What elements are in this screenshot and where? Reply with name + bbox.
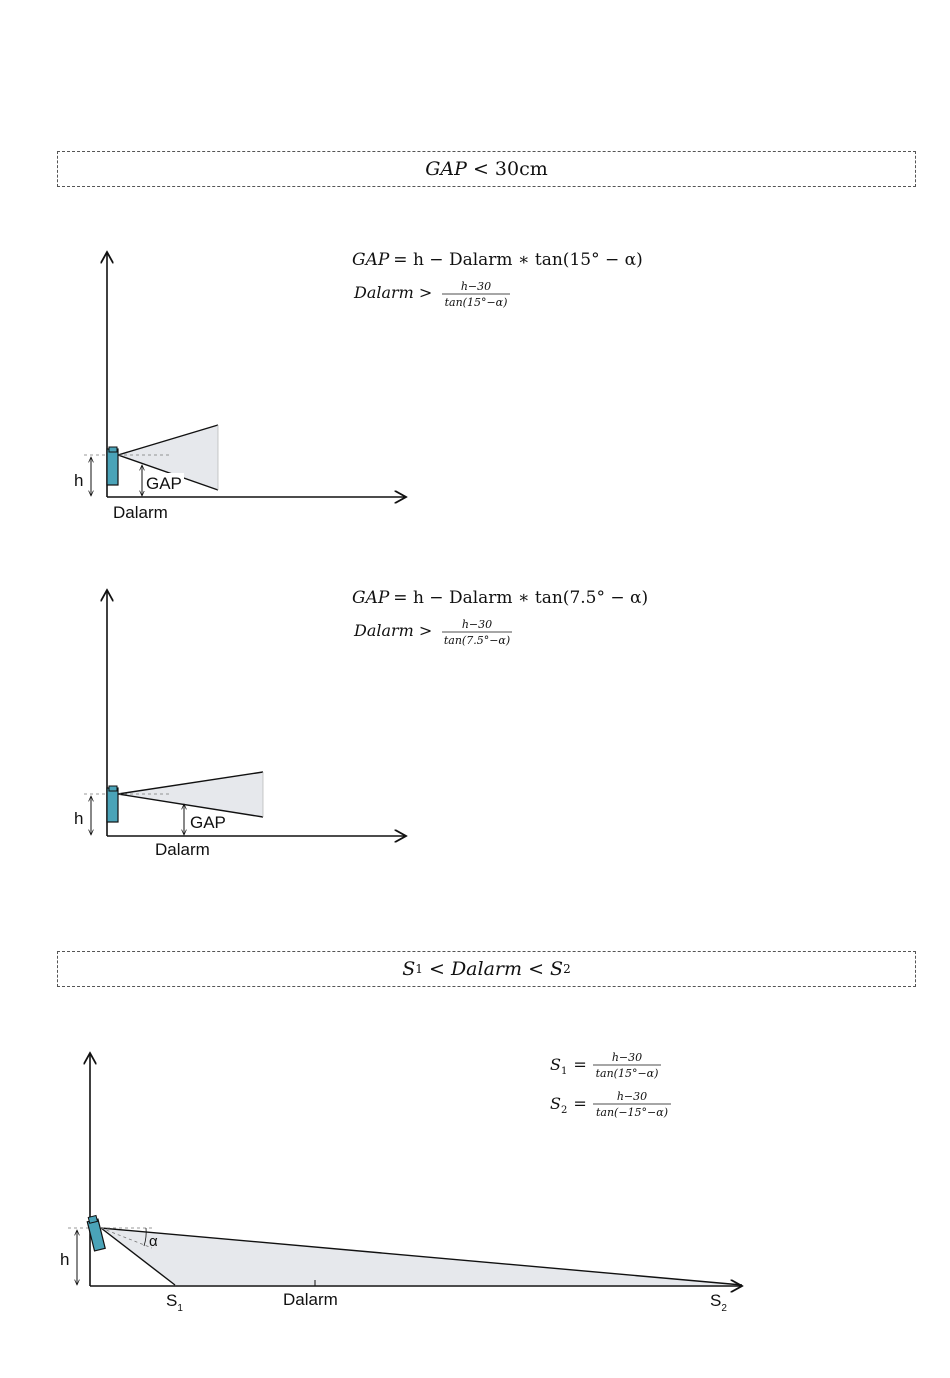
header-s1: S [402,958,416,980]
h-label: h [74,471,84,490]
header-op2: < [528,958,544,980]
formula-dalarm-1-num: h−30 [460,280,492,293]
beam-cone-2 [118,772,263,817]
formula-s2-den: tan(−15°−α) [595,1106,669,1119]
header-s2: S [550,958,564,980]
gap-label: GAP [146,474,182,493]
diagram-1 [74,250,643,522]
header-op1: < [428,958,445,980]
header-dalarm: Dalarm [450,958,523,980]
sensor-icon [86,1215,105,1251]
diagram-3 [60,1051,742,1314]
formula-dalarm-1: Dalarm > [354,283,433,302]
formula-dalarm-2-den: tan(7.5°−α) [443,634,511,647]
sensor-icon [107,788,118,822]
formula-s1-den: tan(15°−α) [595,1067,659,1080]
h-label: h [60,1250,70,1269]
dalarm-label: Dalarm [155,840,210,859]
dalarm-label: Dalarm [113,503,168,522]
header-s1-sub: 1 [415,962,423,976]
formula-dalarm-2: Dalarm > [354,621,433,640]
formula-s1-num: h−30 [611,1051,643,1064]
header-gap-rhs: 30cm [494,158,548,180]
formula-s2-num: h−30 [616,1090,648,1103]
formula-s1: $S_1$ = [550,1055,587,1077]
alpha-label: α [149,1233,158,1250]
s1-label: $S_1$ [166,1291,183,1314]
diagram-2 [74,588,648,859]
h-label: h [74,809,84,828]
formula-dalarm-1-den: tan(15°−α) [444,296,508,309]
dalarm-label: Dalarm [283,1290,338,1309]
formula-gap-1: GAP = h − Dalarm ∗ tan(15° − α) [352,250,643,270]
formula-dalarm-2-num: h−30 [461,618,493,631]
formula-s2: $S_2$ = [550,1094,587,1116]
header-gap-lhs: GAP [425,158,467,180]
header-gap-op: < [472,158,489,180]
header-s2-sub: 2 [563,962,571,976]
formula-gap-2: GAP = h − Dalarm ∗ tan(7.5° − α) [352,588,649,608]
sensor-icon [107,449,118,485]
s2-label: $S_2$ [710,1291,727,1314]
gap-label: GAP [190,813,226,832]
